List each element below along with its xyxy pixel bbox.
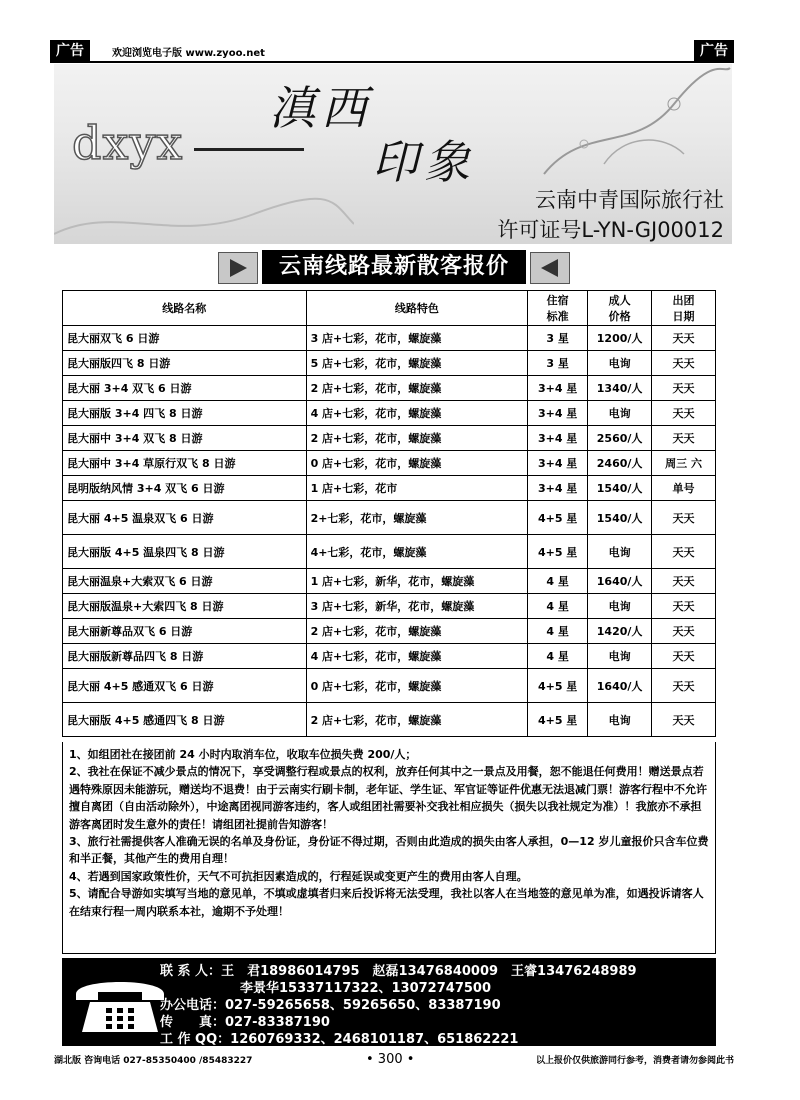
table-row	[63, 401, 716, 426]
license-number: 许可证号L-YN-GJ00012	[497, 218, 724, 242]
dates-cell: 天天	[652, 535, 716, 569]
lodging-cell: 3+4 星	[528, 426, 588, 451]
contact-panel	[62, 958, 716, 1046]
route-feature-cell: 4 店+七彩，花市，螺旋藻	[306, 644, 528, 669]
price-table	[62, 290, 716, 737]
route-name-cell: 昆大丽版 3+4 四飞 8 日游	[63, 401, 307, 426]
lodging-cell: 3+4 星	[528, 451, 588, 476]
office-numbers: 027-59265658、59265650、83387190	[225, 998, 501, 1013]
lodging-cell: 3 星	[528, 351, 588, 376]
route-feature-cell: 2 店+七彩，花市，螺旋藻	[306, 703, 528, 737]
fax-label: 传 真：	[160, 1015, 226, 1030]
price-cell: 1200/人	[588, 326, 652, 351]
flourish-bottom-icon	[54, 184, 354, 244]
price-cell: 电询	[588, 535, 652, 569]
route-name-cell: 昆大丽版 4+5 温泉四飞 8 日游	[63, 535, 307, 569]
dates-cell: 周三 六	[652, 451, 716, 476]
table-row	[63, 476, 716, 501]
price-cell: 1540/人	[588, 476, 652, 501]
table-row	[63, 426, 716, 451]
lodging-cell: 4+5 星	[528, 669, 588, 703]
qq-numbers: 1260769332、2468101187、651862221	[230, 1032, 519, 1047]
dates-cell: 天天	[652, 644, 716, 669]
contact-person-line2: 李景华15337117322、13072747500	[240, 981, 491, 996]
dates-cell: 天天	[652, 669, 716, 703]
section-heading: 云南线路最新散客报价	[262, 250, 526, 284]
ad-label-right: 广告	[694, 40, 734, 62]
price-cell: 1340/人	[588, 376, 652, 401]
price-cell: 1640/人	[588, 669, 652, 703]
qq-line	[160, 1028, 518, 1047]
table-row	[63, 594, 716, 619]
lodging-cell: 4 星	[528, 619, 588, 644]
table-row	[63, 501, 716, 535]
price-cell: 电询	[588, 351, 652, 376]
table-row	[63, 351, 716, 376]
arrow-right-icon	[218, 252, 258, 284]
table-row	[63, 644, 716, 669]
route-feature-cell: 2 店+七彩，花市，螺旋藻	[306, 619, 528, 644]
logo-text: dxyx	[72, 116, 184, 170]
lodging-cell: 3+4 星	[528, 401, 588, 426]
office-label: 办公电话：	[160, 998, 226, 1013]
dates-cell: 天天	[652, 376, 716, 401]
table-row	[63, 326, 716, 351]
dates-cell: 天天	[652, 619, 716, 644]
banner	[54, 64, 732, 244]
header-dates: 出团 日期	[652, 291, 716, 326]
route-feature-cell: 4+七彩，花市，螺旋藻	[306, 535, 528, 569]
lodging-cell: 4 星	[528, 644, 588, 669]
lodging-cell: 3+4 星	[528, 376, 588, 401]
table-row	[63, 569, 716, 594]
price-cell: 2560/人	[588, 426, 652, 451]
price-cell: 电询	[588, 703, 652, 737]
route-name-cell: 昆大丽新尊品双飞 6 日游	[63, 619, 307, 644]
price-cell: 电询	[588, 594, 652, 619]
dates-cell: 天天	[652, 501, 716, 535]
lodging-cell: 4+5 星	[528, 501, 588, 535]
dates-cell: 天天	[652, 351, 716, 376]
route-name-cell: 昆明版纳风情 3+4 双飞 6 日游	[63, 476, 307, 501]
qq-label: 工 作 QQ：	[160, 1032, 231, 1047]
note-item: 4、若遇到国家政策性价，天气不可抗拒因素造成的，行程延误或变更产生的费用由客人自理。	[69, 869, 528, 883]
price-cell: 电询	[588, 401, 652, 426]
table-row	[63, 669, 716, 703]
price-cell: 1540/人	[588, 501, 652, 535]
contact-persons: 王 君18986014795 赵磊13476840009 王睿13476248989	[221, 964, 637, 979]
dates-cell: 天天	[652, 594, 716, 619]
note-item: 5、请配合导游如实填写当地的意见单，不填或虚填者归来后投诉将无法受理，我社以客人在当地签的意见单为准，如遇投诉请客人在结束行程一周内联系本社，逾期不予处理！	[69, 887, 704, 918]
terms-notes	[62, 742, 716, 954]
logo-dash	[194, 148, 304, 151]
table-row	[63, 376, 716, 401]
top-divider	[50, 61, 734, 63]
dates-cell: 天天	[652, 569, 716, 594]
header-price: 成人 价格	[588, 291, 652, 326]
price-cell: 2460/人	[588, 451, 652, 476]
header-route-feature: 线路特色	[306, 291, 528, 326]
route-name-cell: 昆大丽版温泉+大索四飞 8 日游	[63, 594, 307, 619]
ad-label-left: 广告	[50, 40, 90, 62]
route-feature-cell: 5 店+七彩，花市，螺旋藻	[306, 351, 528, 376]
route-feature-cell: 3 店+七彩，新华，花市，螺旋藻	[306, 594, 528, 619]
arrow-left-icon	[530, 252, 570, 284]
dates-cell: 天天	[652, 326, 716, 351]
header-route-name: 线路名称	[63, 291, 307, 326]
route-name-cell: 昆大丽 4+5 感通双飞 6 日游	[63, 669, 307, 703]
route-name-cell: 昆大丽温泉+大索双飞 6 日游	[63, 569, 307, 594]
route-name-cell: 昆大丽版四飞 8 日游	[63, 351, 307, 376]
route-feature-cell: 2 店+七彩，花市，螺旋藻	[306, 426, 528, 451]
route-feature-cell: 0 店+七彩，花市，螺旋藻	[306, 451, 528, 476]
route-feature-cell: 0 店+七彩，花市，螺旋藻	[306, 669, 528, 703]
lodging-cell: 4 星	[528, 594, 588, 619]
lodging-cell: 4 星	[528, 569, 588, 594]
lodging-cell: 4+5 星	[528, 703, 588, 737]
route-feature-cell: 1 店+七彩，花市	[306, 476, 528, 501]
route-feature-cell: 2+七彩，花市，螺旋藻	[306, 501, 528, 535]
banner-title-line2: 印象	[372, 135, 476, 189]
table-row	[63, 703, 716, 737]
note-item: 2、我社在保证不减少景点的情况下，享受调整行程或景点的权利，放弃任何其中之一景点及用餐，恕不能退任何费用！赠送景点若遇特殊原因未能游玩，赠送均不退费！由于云南实行刷卡制，老年证、学生证、军官证等证件优惠无法退减门票！游客行程中不允许擅自离团（自由活动除外），中途离团视同游客违约，客人或组团社需要补交我社相应损失（损失以我社规定为准）！我旅亦不承担游客离团时发生意外的责任！请组团社提前告知游客！	[69, 765, 707, 831]
page-number: • 300 •	[366, 1052, 415, 1067]
footer-right: 以上报价仅供旅游同行参考，消费者请勿参阅此书	[535, 1056, 734, 1066]
lodging-cell: 3 星	[528, 326, 588, 351]
route-name-cell: 昆大丽 3+4 双飞 6 日游	[63, 376, 307, 401]
contact-label: 联 系 人：	[160, 964, 222, 979]
footer-left: 湖北版 咨询电话 027-85350400 /85483227	[54, 1056, 253, 1066]
header-lodging: 住宿 标准	[528, 291, 588, 326]
lodging-cell: 3+4 星	[528, 476, 588, 501]
route-feature-cell: 4 店+七彩，花市，螺旋藻	[306, 401, 528, 426]
price-cell: 1420/人	[588, 619, 652, 644]
dates-cell: 单号	[652, 476, 716, 501]
table-row	[63, 619, 716, 644]
dates-cell: 天天	[652, 426, 716, 451]
lodging-cell: 4+5 星	[528, 535, 588, 569]
fax-number: 027-83387190	[225, 1015, 330, 1030]
banner-title-line1: 滇西	[269, 81, 373, 135]
note-item: 3、旅行社需提供客人准确无误的名单及身份证，身份证不得过期，否则由此造成的损失由客人承担，0—12 岁儿童报价只含车位费和半正餐，其他产生的费用自理！	[69, 835, 709, 866]
dates-cell: 天天	[652, 703, 716, 737]
table-header-row	[63, 291, 716, 326]
route-name-cell: 昆大丽双飞 6 日游	[63, 326, 307, 351]
route-name-cell: 昆大丽版 4+5 感通四飞 8 日游	[63, 703, 307, 737]
route-feature-cell: 1 店+七彩，新华，花市，螺旋藻	[306, 569, 528, 594]
route-feature-cell: 3 店+七彩，花市，螺旋藻	[306, 326, 528, 351]
route-name-cell: 昆大丽中 3+4 草原行双飞 8 日游	[63, 451, 307, 476]
company-name: 云南中青国际旅行社	[535, 188, 724, 212]
telephone-icon	[72, 972, 168, 1034]
dates-cell: 天天	[652, 401, 716, 426]
route-name-cell: 昆大丽中 3+4 双飞 8 日游	[63, 426, 307, 451]
price-cell: 1640/人	[588, 569, 652, 594]
route-name-cell: 昆大丽 4+5 温泉双飞 6 日游	[63, 501, 307, 535]
flourish-decoration-icon	[524, 64, 732, 184]
site-url-text: 欢迎浏览电子版 www.zyoo.net	[112, 48, 265, 59]
table-row	[63, 535, 716, 569]
route-feature-cell: 2 店+七彩，花市，螺旋藻	[306, 376, 528, 401]
table-row	[63, 451, 716, 476]
route-name-cell: 昆大丽版新尊品四飞 8 日游	[63, 644, 307, 669]
note-item: 1、如组团社在接团前 24 小时内取消车位，收取车位损失费 200/人；	[69, 748, 417, 761]
price-cell: 电询	[588, 644, 652, 669]
